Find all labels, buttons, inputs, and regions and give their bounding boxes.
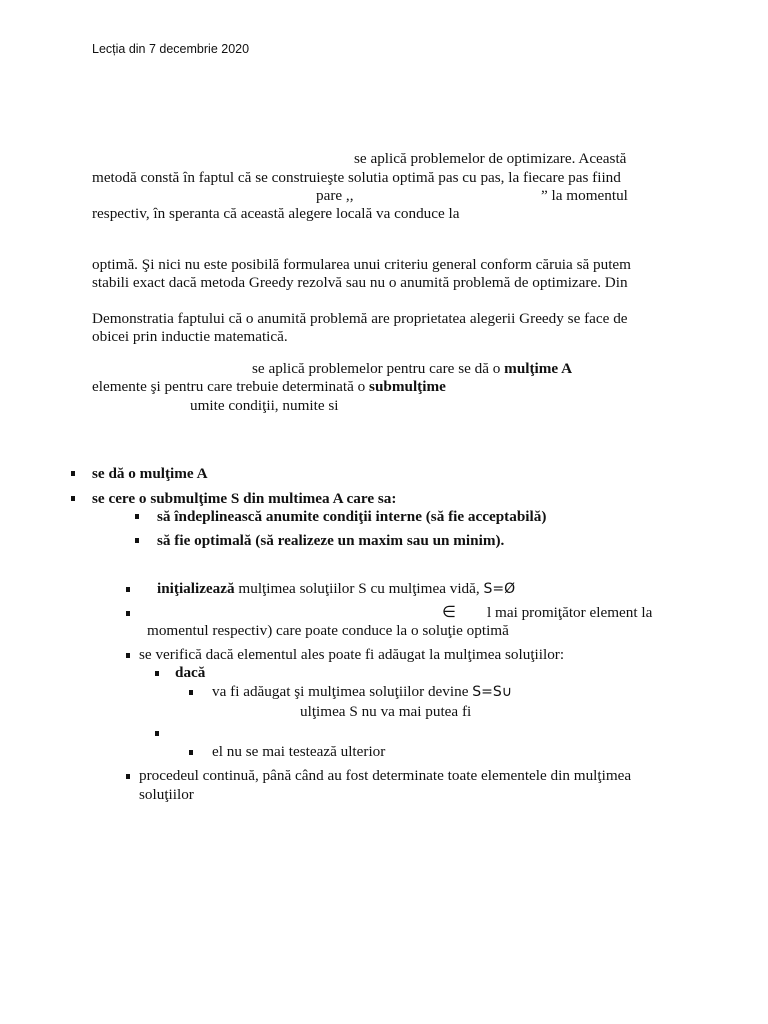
algorithm-step-4-continued: soluţiilor: [139, 786, 194, 803]
algorithm-step-1: iniţializează mulţimea soluţiilor S cu mulţimea vidă, S=Ø: [157, 580, 516, 597]
paragraph-4-line-2: elemente şi pentru care trebuie determinată o submulţime: [92, 378, 446, 395]
paragraph-1-line-1: se aplică problemelor de optimizare. Această: [354, 150, 627, 167]
paragraph-4-line-3: umite condiţii, numite si: [190, 397, 339, 414]
bullet-square-icon: [71, 496, 75, 501]
bullet-square-icon: [155, 731, 159, 736]
daca-outcome-2: ulţimea S nu va mai putea fi: [300, 703, 472, 720]
paragraph-2-line-1: optimă. Şi nici nu este posibilă formularea unui criteriu general conform căruia să putem: [92, 256, 631, 273]
paragraph-4-line-1: se aplică problemelor pentru care se dă o mulţime A: [252, 360, 573, 377]
bullet-square-icon: [71, 471, 75, 476]
bullet-item-2: se cere o submulţime S din multimea A care sa:: [92, 490, 397, 507]
algorithm-step-4: procedeul continuă, până când au fost determinate toate elementele din mulţimea: [139, 767, 632, 784]
paragraph-1-line-3a: pare ,,: [316, 187, 354, 204]
bullet-item-1: se dă o mulţime A: [92, 465, 208, 482]
bullet-square-icon: [189, 750, 193, 755]
paragraph-1-line-2: metodă constă în faptul că se construieşte solutia optimă pas cu pas, la fiecare pas fiind: [92, 169, 621, 186]
element-of-symbol: ∈: [442, 602, 456, 621]
term-submultime: submulţime: [369, 378, 446, 395]
daca-outcome-1: va fi adăugat şi mulţimea soluţiilor devine S=S∪: [212, 683, 512, 700]
paragraph-1-line-3b: ” la momentul: [541, 187, 628, 204]
document-header: Lecția din 7 decembrie 2020: [92, 42, 250, 56]
bullet-square-icon: [189, 690, 193, 695]
bullet-subitem-1: să îndeplinească anumite condiţii interne (să fie acceptabilă): [157, 508, 547, 525]
algorithm-step-2: l mai promiţător element la: [487, 604, 653, 621]
paragraph-3-line-1: Demonstratia faptului că o anumită problemă are proprietatea alegerii Greedy se face de: [92, 310, 628, 327]
algorithm-step-3: se verifică dacă elementul ales poate fi adăugat la mulţimea soluţiilor:: [139, 646, 565, 663]
bullet-square-icon: [126, 611, 130, 616]
paragraph-1-line-4: respectiv, în speranta că această alegere locală va conduce la: [92, 205, 460, 222]
paragraph-3-line-2: obicei prin inductie matematică.: [92, 328, 288, 345]
algorithm-step-2-continued: momentul respectiv) care poate conduce la o soluţie optimă: [147, 622, 509, 639]
bullet-square-icon: [126, 653, 130, 658]
bullet-square-icon: [126, 587, 130, 592]
bullet-square-icon: [135, 538, 139, 543]
else-outcome: el nu se mai testează ulterior: [212, 743, 386, 760]
bullet-square-icon: [135, 514, 139, 519]
term-multime-a: mulţime A: [504, 360, 573, 377]
condition-daca: dacă: [175, 664, 206, 681]
bullet-subitem-2: să fie optimală (să realizeze un maxim sau un minim).: [157, 532, 505, 549]
bullet-square-icon: [126, 774, 130, 779]
bullet-square-icon: [155, 671, 159, 676]
paragraph-2-line-2: stabili exact dacă metoda Greedy rezolvă sau nu o anumită problemă de optimizare. Din: [92, 274, 628, 291]
